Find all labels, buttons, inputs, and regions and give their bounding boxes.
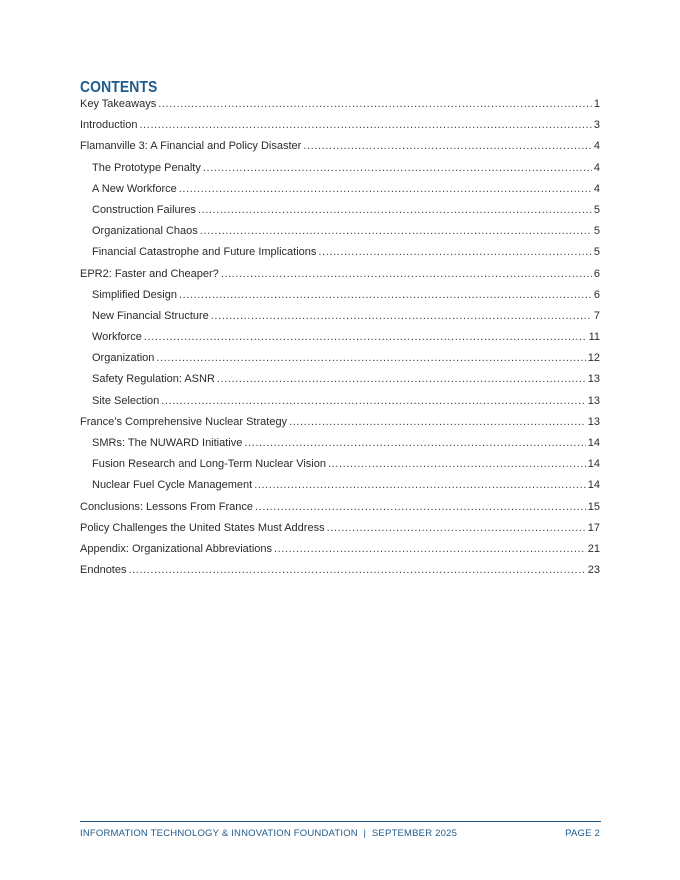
toc-entry-page: 21 bbox=[587, 542, 600, 555]
toc-subentry[interactable] bbox=[80, 225, 600, 246]
toc-dot-leader bbox=[318, 246, 591, 258]
toc-entry-page: 12 bbox=[587, 352, 600, 365]
toc-dot-leader bbox=[303, 140, 592, 152]
toc-entry[interactable] bbox=[80, 501, 600, 522]
toc-entry-label[interactable]: Nuclear Fuel Cycle Management bbox=[92, 479, 253, 492]
toc-dot-leader bbox=[161, 395, 585, 407]
toc-entry-page: 4 bbox=[593, 140, 600, 153]
toc-entry-label[interactable]: Organization bbox=[92, 352, 155, 365]
toc-subentry[interactable] bbox=[80, 373, 600, 394]
toc-entry-label[interactable]: Fusion Research and Long-Term Nuclear Vision bbox=[92, 458, 326, 471]
footer-page-number: PAGE 2 bbox=[565, 828, 600, 839]
toc-entry-page: 13 bbox=[587, 373, 600, 386]
toc-dot-leader bbox=[203, 162, 592, 174]
toc-subentry[interactable] bbox=[80, 246, 600, 267]
toc-entry-label[interactable]: Construction Failures bbox=[92, 203, 196, 216]
toc-subentry[interactable] bbox=[80, 395, 600, 416]
table-of-contents bbox=[80, 98, 600, 585]
toc-entry[interactable] bbox=[80, 543, 600, 564]
toc-entry[interactable] bbox=[80, 140, 600, 161]
toc-entry-label[interactable]: New Financial Structure bbox=[92, 309, 209, 322]
toc-entry-page: 23 bbox=[587, 564, 600, 577]
footer-publisher-date: INFORMATION TECHNOLOGY & INNOVATION FOUNDATION | SEPTEMBER 2025 bbox=[80, 828, 458, 839]
toc-entry-label[interactable]: Organizational Chaos bbox=[92, 225, 198, 238]
toc-entry[interactable] bbox=[80, 98, 600, 119]
toc-title: CONTENTS bbox=[80, 79, 158, 96]
toc-entry-page: 5 bbox=[593, 203, 600, 216]
toc-dot-leader bbox=[327, 522, 586, 534]
toc-entry[interactable] bbox=[80, 268, 600, 289]
toc-entry-page: 4 bbox=[593, 182, 600, 195]
toc-entry-page: 11 bbox=[588, 331, 600, 344]
toc-subentry[interactable] bbox=[80, 183, 600, 204]
toc-entry-page: 5 bbox=[593, 225, 600, 238]
toc-dot-leader bbox=[254, 479, 586, 491]
toc-entry-label[interactable]: The Prototype Penalty bbox=[92, 161, 201, 174]
toc-dot-leader bbox=[158, 98, 592, 110]
toc-subentry[interactable] bbox=[80, 289, 600, 310]
toc-entry-label[interactable]: Workforce bbox=[92, 331, 142, 344]
toc-entry-label[interactable]: Key Takeaways bbox=[80, 98, 157, 110]
toc-dot-leader bbox=[211, 310, 592, 322]
toc-subentry[interactable] bbox=[80, 458, 600, 479]
toc-entry-label[interactable]: A New Workforce bbox=[92, 182, 177, 195]
toc-entry-page: 5 bbox=[593, 246, 600, 259]
toc-dot-leader bbox=[139, 119, 591, 131]
toc-dot-leader bbox=[217, 373, 586, 385]
toc-entry-page: 13 bbox=[587, 394, 600, 407]
toc-entry-label[interactable]: Appendix: Organizational Abbreviations bbox=[80, 542, 273, 555]
toc-entry-page: 15 bbox=[587, 500, 600, 513]
toc-entry-page: 14 bbox=[587, 437, 600, 449]
toc-dot-leader bbox=[198, 204, 592, 216]
toc-entry-label[interactable]: Policy Challenges the United States Must Address bbox=[80, 521, 325, 534]
toc-subentry[interactable] bbox=[80, 479, 600, 500]
toc-entry-label[interactable]: Safety Regulation: ASNR bbox=[92, 373, 215, 386]
toc-entry-page: 14 bbox=[587, 458, 600, 471]
toc-entry-page: 13 bbox=[587, 415, 600, 428]
toc-entry-label[interactable]: Financial Catastrophe and Future Implications bbox=[92, 246, 317, 259]
toc-entry-page: 17 bbox=[587, 521, 600, 534]
toc-dot-leader bbox=[255, 501, 586, 513]
toc-entry-label[interactable]: Site Selection bbox=[92, 394, 160, 407]
toc-dot-leader bbox=[221, 268, 592, 280]
toc-entry[interactable] bbox=[80, 522, 600, 543]
toc-entry-label[interactable]: SMRs: The NUWARD Initiative bbox=[92, 437, 243, 449]
toc-subentry[interactable] bbox=[80, 204, 600, 225]
toc-entry-page: 4 bbox=[593, 161, 600, 174]
toc-dot-leader bbox=[244, 437, 585, 449]
toc-subentry[interactable] bbox=[80, 310, 600, 331]
toc-dot-leader bbox=[274, 543, 586, 555]
toc-entry[interactable] bbox=[80, 119, 600, 140]
toc-entry-page: 14 bbox=[587, 479, 600, 492]
footer-divider bbox=[80, 821, 601, 822]
toc-entry-page: 3 bbox=[593, 119, 600, 132]
toc-entry[interactable] bbox=[80, 416, 600, 437]
toc-entry[interactable] bbox=[80, 564, 600, 585]
toc-entry-label[interactable]: Conclusions: Lessons From France bbox=[80, 500, 254, 513]
toc-entry-page: 6 bbox=[593, 267, 600, 280]
toc-subentry[interactable] bbox=[80, 352, 600, 373]
toc-entry-label[interactable]: Flamanville 3: A Financial and Policy Disaster bbox=[80, 140, 302, 153]
toc-entry-label[interactable]: France’s Comprehensive Nuclear Strategy bbox=[80, 415, 288, 428]
toc-entry-label[interactable]: Introduction bbox=[80, 119, 138, 132]
toc-dot-leader bbox=[179, 183, 592, 195]
toc-subentry[interactable] bbox=[80, 162, 600, 183]
toc-dot-leader bbox=[289, 416, 586, 428]
toc-entry-label[interactable]: Simplified Design bbox=[92, 288, 177, 301]
toc-dot-leader bbox=[128, 564, 585, 576]
toc-dot-leader bbox=[179, 289, 592, 301]
toc-subentry[interactable] bbox=[80, 331, 600, 352]
toc-entry-page: 7 bbox=[593, 309, 600, 322]
toc-entry-label[interactable]: EPR2: Faster and Cheaper? bbox=[80, 267, 219, 280]
toc-dot-leader bbox=[328, 458, 586, 470]
toc-dot-leader bbox=[156, 352, 585, 364]
toc-dot-leader bbox=[144, 331, 587, 343]
toc-entry-label[interactable]: Endnotes bbox=[80, 564, 127, 577]
toc-entry-page: 6 bbox=[593, 288, 600, 301]
toc-dot-leader bbox=[200, 225, 592, 237]
toc-entry-page: 1 bbox=[593, 98, 600, 110]
toc-subentry[interactable] bbox=[80, 437, 600, 458]
